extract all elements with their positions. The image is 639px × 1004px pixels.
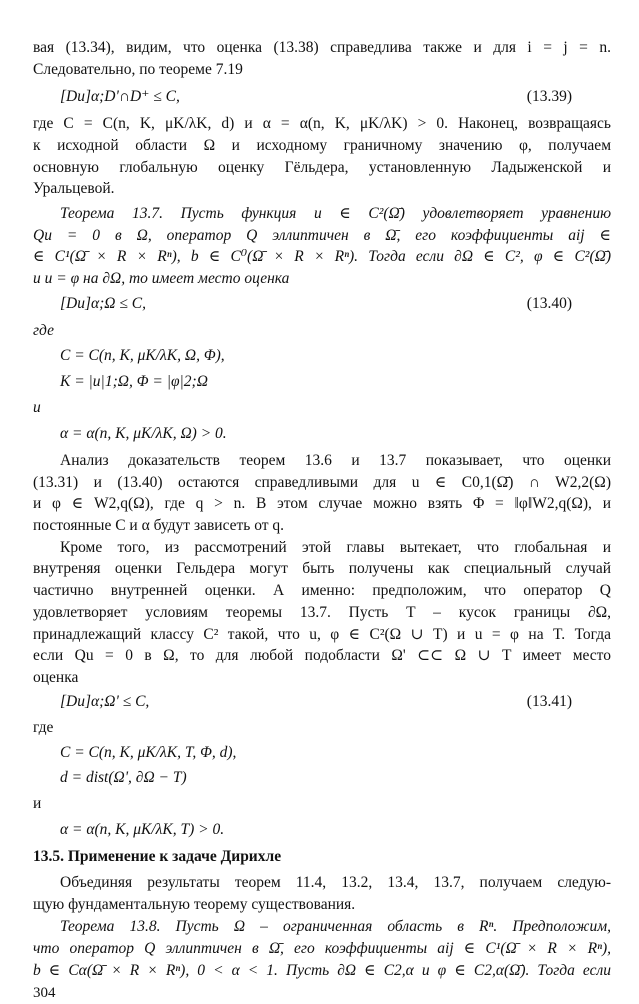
theorem-line: и u = φ на ∂Ω, то имеет место оценка [33, 270, 290, 287]
equation-body: [Du]α;Ω ≤ C, [60, 295, 146, 312]
equation-number: (13.39) [526, 88, 572, 105]
theorem-line: Теорема 13.7. Пусть функция u ∈ C²(Ω̄) удовлетворяет уравнению [60, 205, 611, 222]
page-number: 304 [33, 985, 56, 1001]
text-line: если Qu = 0 в Ω, то для любой подобласти Ω' ⊂⊂ Ω ∪ T имеет место [33, 647, 611, 664]
theorem-line: b ∈ Cα(Ω̄ × R × Rⁿ), 0 < α < 1. Пусть ∂Ω ∈ C2,α и φ ∈ C2,α(Ω̄). Тогда если [33, 962, 611, 979]
equation-number: (13.40) [526, 295, 572, 312]
theorem-line: что оператор Q эллиптичен в Ω̄, его коэффициенты aij ∈ C¹(Ω̄ × R × Rⁿ), [33, 940, 611, 957]
section-heading: 13.5. Применение к задаче Дирихле [33, 848, 282, 865]
text-line: принадлежащий классу C² такой, что u, φ ∈ C²(Ω ∪ T) и u = φ на T. Тогда [33, 626, 611, 643]
theorem-line: Теорема 13.8. Пусть Ω – ограниченная область в Rⁿ. Предположим, [60, 918, 611, 935]
text-line: Анализ доказательств теорем 13.6 и 13.7 показывает, что оценки [60, 452, 611, 469]
text-line: и [33, 399, 41, 416]
text-line: внутреняя оценки Гельдера могут быть получены как специальный случай [33, 560, 611, 577]
text-line: Кроме того, из рассмотрений этой главы вытекает, что глобальная и [60, 539, 611, 556]
text-line: щую фундаментальную теорему существования. [33, 896, 356, 913]
text-line: постоянные C и α будут зависеть от q. [33, 517, 285, 534]
text-line: где C = C(n, K, μK/λK, d) и α = α(n, K, μK/λK) > 0. Наконец, возвращаясь [33, 115, 611, 132]
text-line: частично внутренней оценки. А именно: предположим, что оператор Q [33, 582, 611, 599]
text-line: где [33, 322, 54, 339]
equation-body: [Du]α;Ω' ≤ C, [60, 693, 150, 710]
text-line: к исходной области Ω и исходному граничному значению φ, получаем [33, 137, 611, 154]
equation: C = C(n, K, μK/λK, T, Φ, d), [60, 744, 237, 761]
text-line: Объединяя результаты теорем 11.4, 13.2, 13.4, 13.7, получаем следую- [60, 874, 611, 891]
text-line: основную глобальную оценку Гёльдера, установленную Ладыженской и [33, 159, 611, 176]
equation: C = C(n, K, μK/λK, Ω, Φ), [60, 347, 225, 364]
theorem-line: ∈ C¹(Ω̄ × R × Rⁿ), b ∈ C⁰(Ω̄ × R × Rⁿ). Тогда если ∂Ω ∈ C², φ ∈ C²(Ω̄) [33, 248, 611, 265]
equation-number: (13.41) [526, 693, 572, 710]
text-line: удовлетворяет условиям теоремы 13.7. Пусть T – кусок границы ∂Ω, [33, 604, 611, 621]
text-line: и φ ∈ W2,q(Ω), где q > n. В этом случае можно взять Φ = ‖φ‖W2,q(Ω), и [33, 495, 611, 512]
text-line: вая (13.34), видим, что оценка (13.38) справедлива также и для i = j = n. [33, 39, 611, 56]
equation: α = α(n, K, μK/λK, T) > 0. [60, 821, 225, 838]
text-line: Уральцевой. [33, 180, 115, 197]
text-line: и [33, 795, 42, 812]
equation: α = α(n, K, μK/λK, Ω) > 0. [60, 425, 227, 442]
text-line: (13.31) и (13.40) остаются справедливыми для u ∈ C0,1(Ω̄) ∩ W2,2(Ω) [33, 474, 611, 491]
text-line: оценка [33, 669, 79, 686]
text-line: Следовательно, по теореме 7.19 [33, 61, 243, 78]
equation: K = |u|1;Ω, Φ = |φ|2;Ω [60, 373, 208, 390]
text-line: где [33, 719, 54, 736]
theorem-line: Qu = 0 в Ω, оператор Q эллиптичен в Ω̄, его коэффициенты aij ∈ [33, 227, 611, 244]
equation: d = dist(Ω', ∂Ω − T) [60, 769, 187, 786]
equation-body: [Du]α;D'∩D⁺ ≤ C, [60, 88, 180, 105]
